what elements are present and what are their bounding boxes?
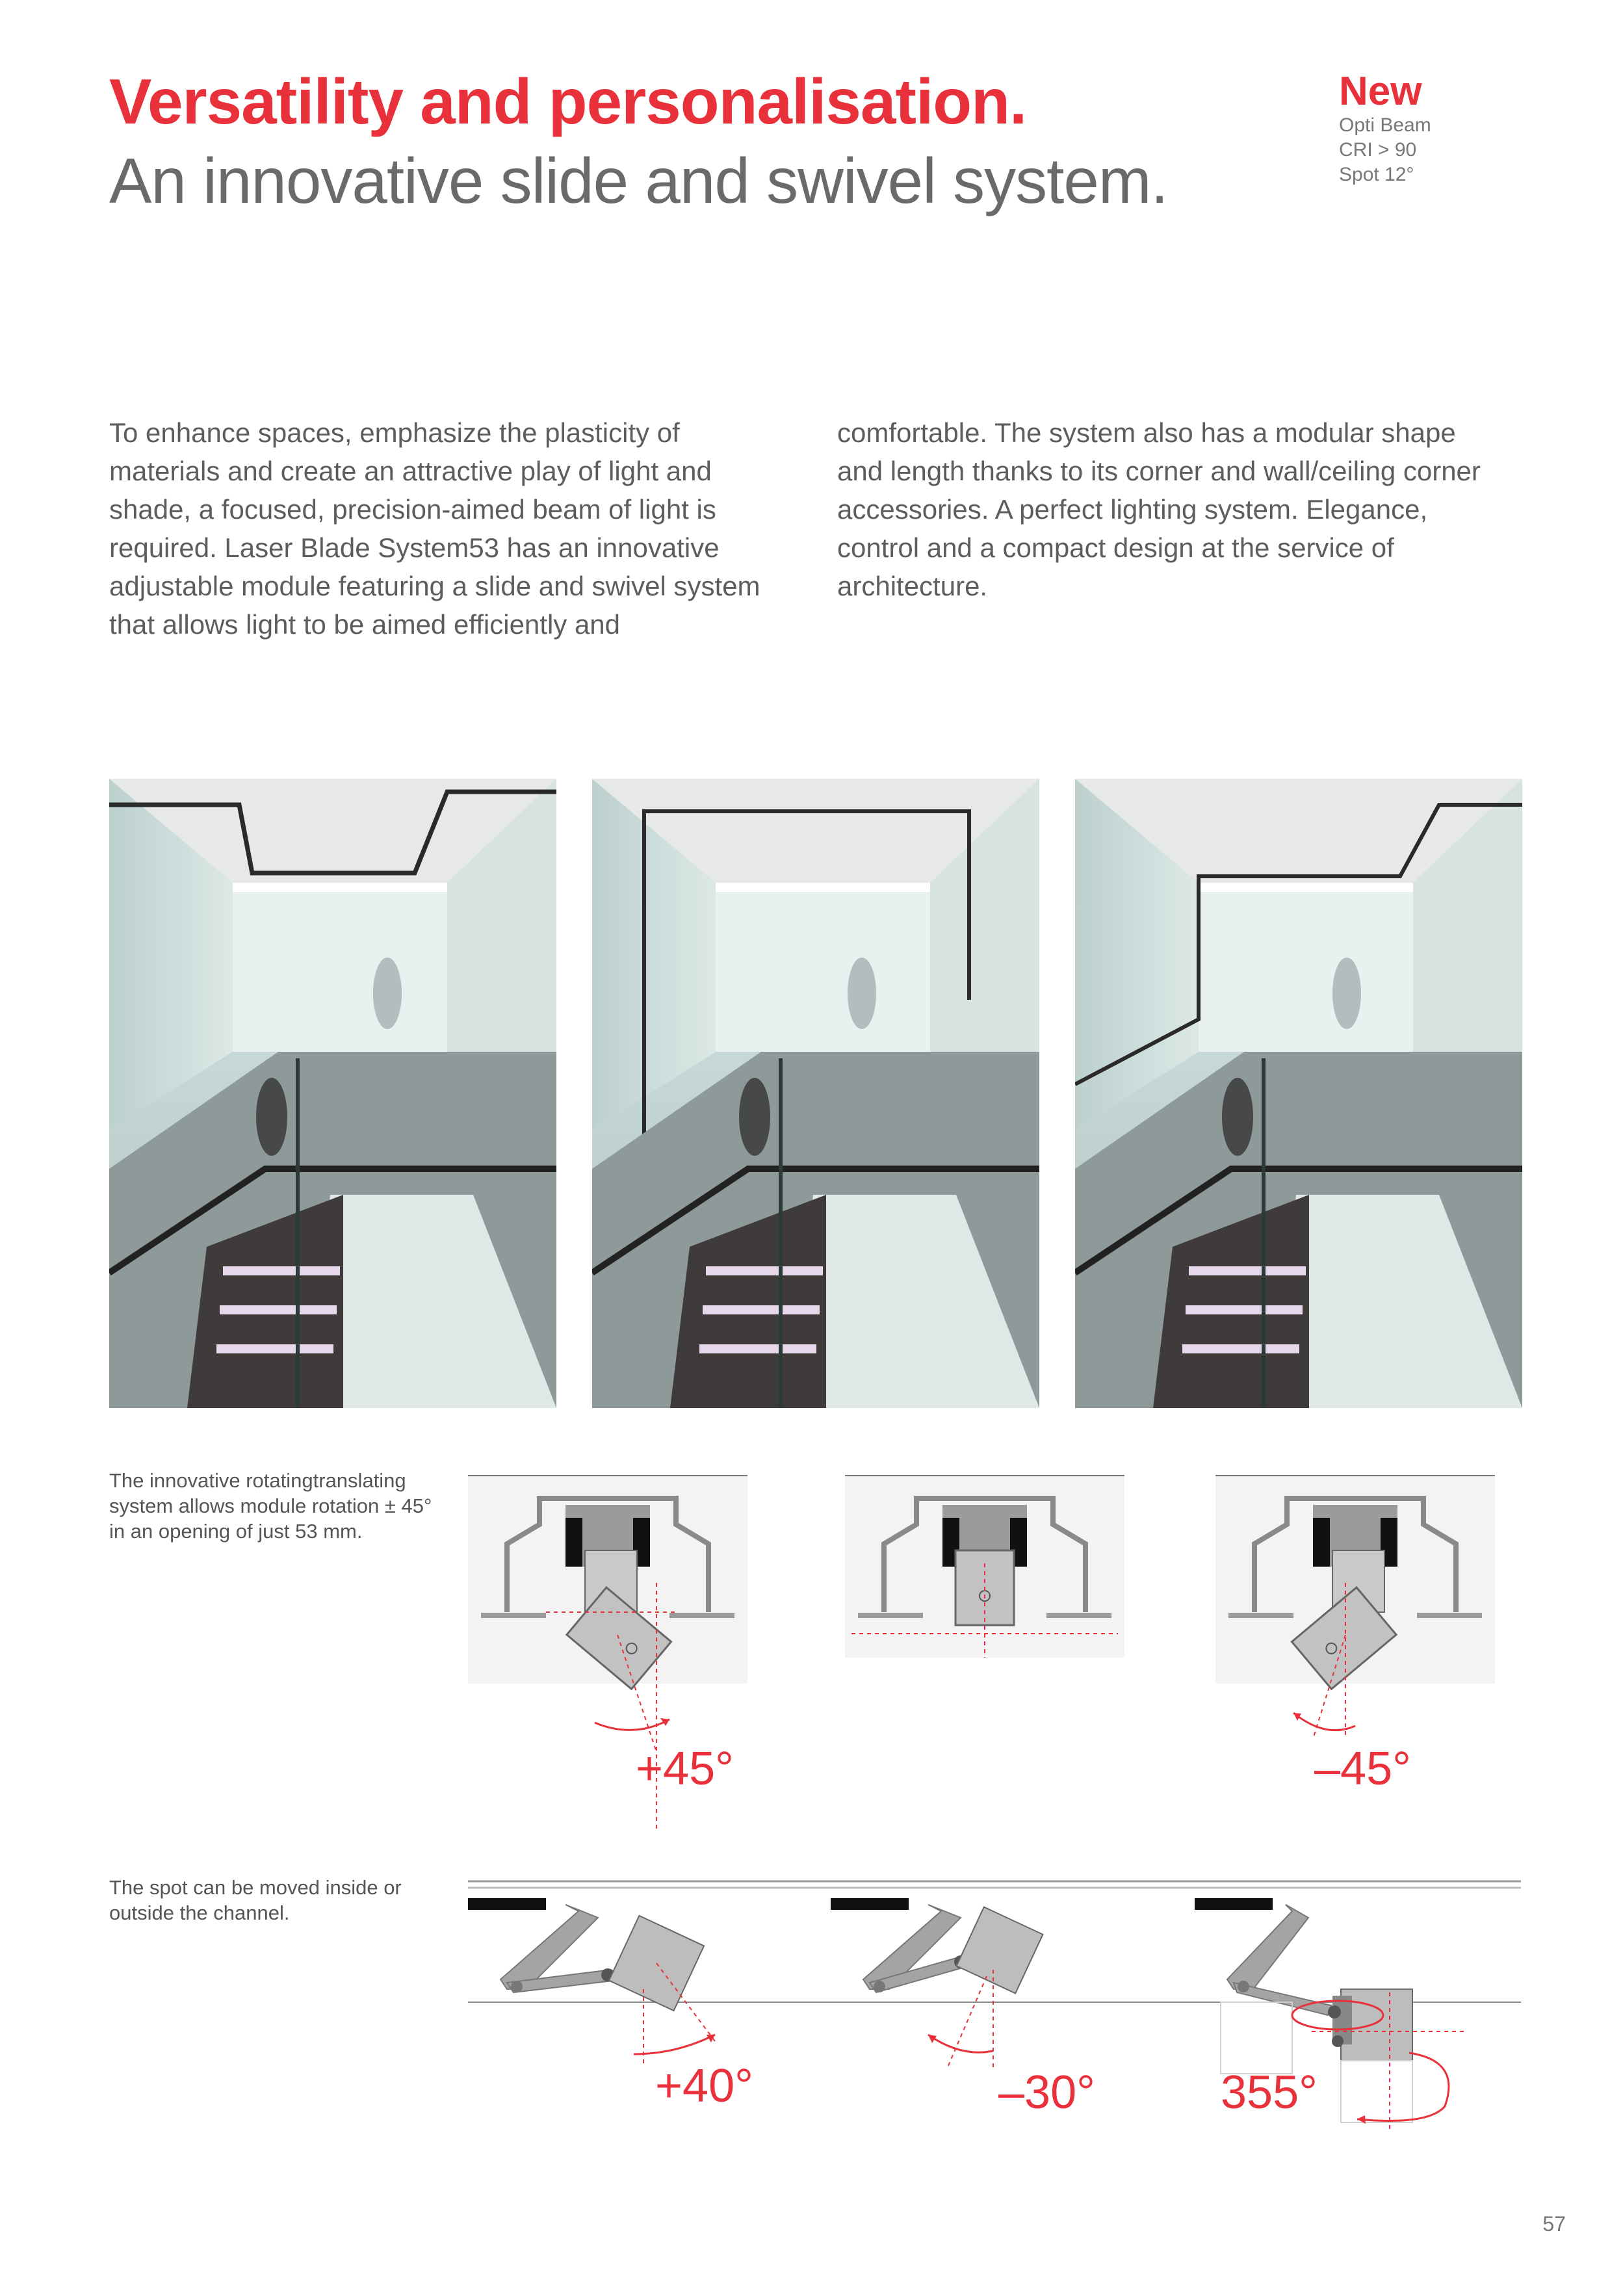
angle-label-plus40: +40° bbox=[655, 2060, 753, 2112]
spot-diagram-minus30 bbox=[831, 1892, 1104, 2074]
rotation-caption: The innovative rotatingtranslating system allows module rotation ± 45° in an opening of just 53 mm. bbox=[109, 1469, 432, 1543]
stairwell-photo-3 bbox=[1075, 779, 1522, 1408]
rotation-diagram-minus45 bbox=[1215, 1466, 1501, 1765]
angle-label-minus45: –45° bbox=[1314, 1743, 1411, 1795]
spec-spot: Spot 12° bbox=[1339, 164, 1414, 185]
page-subtitle: An innovative slide and swivel system. bbox=[109, 145, 1168, 216]
rotation-diagram-zero bbox=[845, 1466, 1131, 1661]
stairwell-photo-2 bbox=[592, 779, 1039, 1408]
spot-caption: The spot can be moved inside or outside the channel. bbox=[109, 1876, 402, 1924]
stairwell-photo-1 bbox=[109, 779, 556, 1408]
body-column-1: To enhance spaces, emphasize the plasticity of materials and create an attractive play of light and shade, a focused, precision-aimed beam of light is required. Laser Blade System53 has an innovative adjustable module featuring a slide and swivel system that allows light to be aimed efficiently and bbox=[109, 417, 760, 640]
new-badge bbox=[1339, 70, 1508, 187]
page-number: 57 bbox=[1542, 2212, 1566, 2236]
new-label: New bbox=[1339, 69, 1422, 114]
angle-label-minus30: –30° bbox=[998, 2067, 1095, 2119]
spec-opti-beam: Opti Beam bbox=[1339, 114, 1431, 136]
angle-label-355: 355° bbox=[1221, 2067, 1318, 2119]
spec-cri: CRI > 90 bbox=[1339, 139, 1417, 161]
page-title: Versatility and personalisation. bbox=[109, 66, 1027, 137]
angle-label-plus45: +45° bbox=[636, 1743, 734, 1795]
spot-diagram-plus40 bbox=[468, 1892, 741, 2074]
body-column-2: comfortable. The system also has a modular shape and length thanks to its corner and wall/ceiling corner accessories. A perfect lighting system. Elegance, control and a compact design at the service of architecture. bbox=[837, 417, 1481, 601]
